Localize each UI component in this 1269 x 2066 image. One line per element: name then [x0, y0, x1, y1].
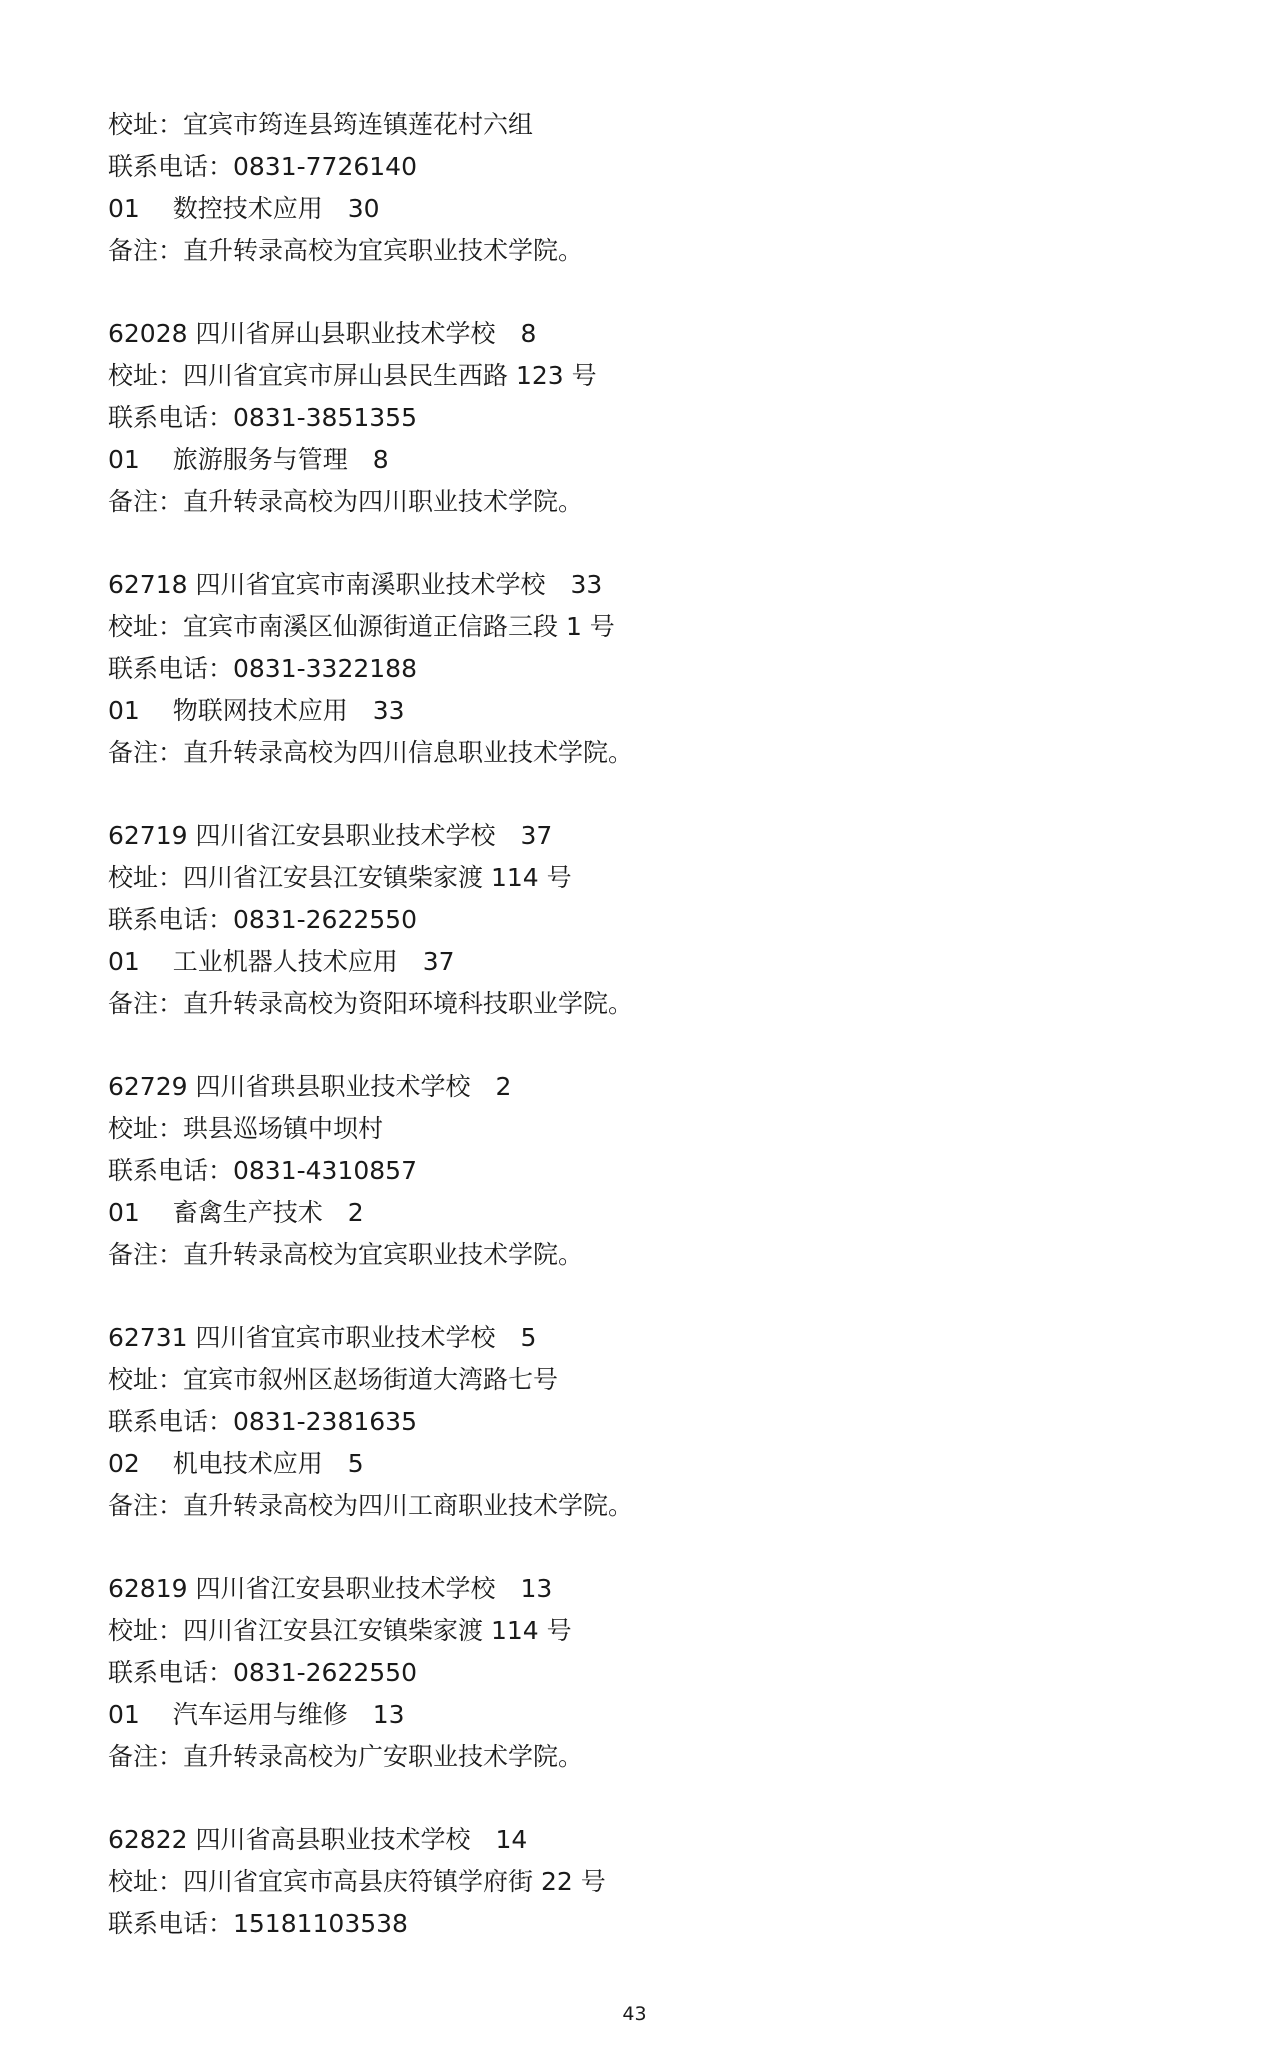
text-line: 校址：四川省宜宾市高县庆符镇学府街 22 号	[108, 1867, 606, 1896]
text-line: 校址：宜宾市叙州区赵场街道大湾路七号	[108, 1365, 559, 1394]
text-line: 62718 四川省宜宾市南溪职业技术学校 33	[108, 570, 603, 599]
text-line: 联系电话：15181103538	[108, 1909, 408, 1938]
text-line: 01 数控技术应用 30	[108, 194, 380, 223]
text-line: 联系电话：0831-4310857	[108, 1156, 417, 1185]
text-line: 联系电话：0831-2622550	[108, 1658, 417, 1687]
text-line: 联系电话：0831-3851355	[108, 403, 417, 432]
text-line: 联系电话：0831-3322188	[108, 654, 417, 683]
paragraph-gap	[108, 1778, 1188, 1819]
text-line: 联系电话：0831-2381635	[108, 1407, 417, 1436]
page-number: 43	[622, 2003, 647, 2025]
text-line: 01 畜禽生产技术 2	[108, 1198, 364, 1227]
text-line: 备注：直升转录高校为宜宾职业技术学院。	[108, 236, 584, 265]
text-line: 备注：直升转录高校为四川职业技术学院。	[108, 487, 584, 516]
text-line: 62819 四川省江安县职业技术学校 13	[108, 1574, 553, 1603]
paragraph-gap	[108, 272, 1188, 313]
text-line: 校址：四川省江安县江安镇柴家渡 114 号	[108, 1616, 572, 1645]
paragraph-gap	[108, 774, 1188, 815]
text-line: 01 汽车运用与维修 13	[108, 1700, 405, 1729]
paragraph-gap	[108, 1276, 1188, 1317]
text-line: 62822 四川省高县职业技术学校 14	[108, 1825, 528, 1854]
text-line: 备注：直升转录高校为四川信息职业技术学院。	[108, 738, 634, 767]
text-line: 62729 四川省珙县职业技术学校 2	[108, 1072, 512, 1101]
text-line: 备注：直升转录高校为四川工商职业技术学院。	[108, 1491, 634, 1520]
text-line: 02 机电技术应用 5	[108, 1449, 364, 1478]
text-line: 校址：宜宾市南溪区仙源街道正信路三段 1 号	[108, 612, 615, 641]
document-page	[108, 104, 1188, 1945]
text-line: 01 物联网技术应用 33	[108, 696, 405, 725]
text-line: 校址：珙县巡场镇中坝村	[108, 1114, 384, 1143]
paragraph-gap	[108, 523, 1188, 564]
text-line: 联系电话：0831-2622550	[108, 905, 417, 934]
text-line: 校址：宜宾市筠连县筠连镇莲花村六组	[108, 110, 534, 139]
paragraph-gap	[108, 1527, 1188, 1568]
text-line: 62028 四川省屏山县职业技术学校 8	[108, 319, 537, 348]
paragraph-gap	[108, 1025, 1188, 1066]
text-line: 备注：直升转录高校为资阳环境科技职业学院。	[108, 989, 634, 1018]
text-line: 01 工业机器人技术应用 37	[108, 947, 455, 976]
text-line: 01 旅游服务与管理 8	[108, 445, 389, 474]
text-line: 62719 四川省江安县职业技术学校 37	[108, 821, 553, 850]
text-line: 校址：四川省宜宾市屏山县民生西路 123 号	[108, 361, 597, 390]
text-line: 联系电话：0831-7726140	[108, 152, 417, 181]
text-line: 备注：直升转录高校为宜宾职业技术学院。	[108, 1240, 584, 1269]
text-line: 62731 四川省宜宾市职业技术学校 5	[108, 1323, 537, 1352]
text-line: 备注：直升转录高校为广安职业技术学院。	[108, 1742, 584, 1771]
text-line: 校址：四川省江安县江安镇柴家渡 114 号	[108, 863, 572, 892]
